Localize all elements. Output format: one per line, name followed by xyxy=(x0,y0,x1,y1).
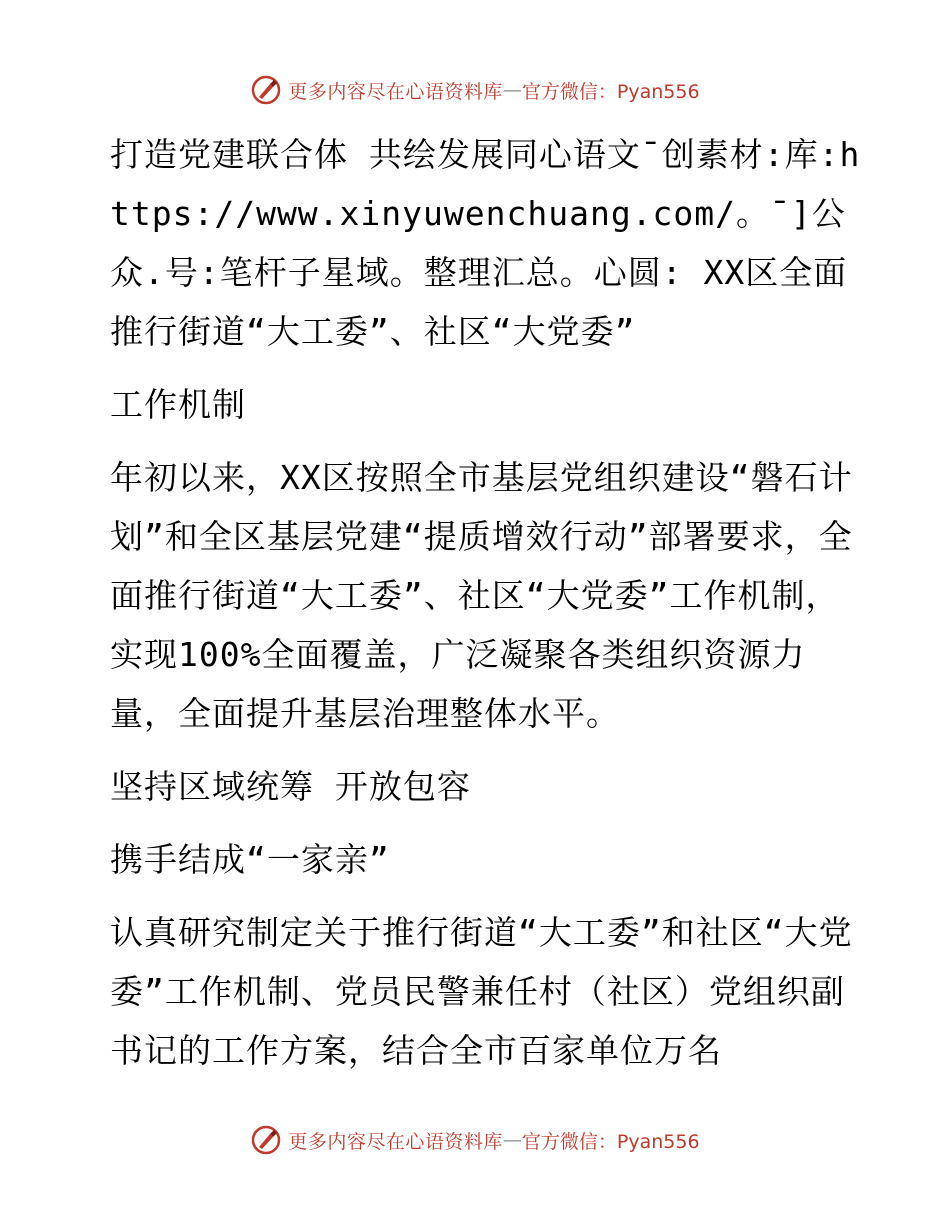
banner-separator: — xyxy=(502,79,522,101)
pen-logo-icon xyxy=(250,1124,282,1156)
document-body xyxy=(98,125,868,1094)
paragraph-title: 打造党建联合体 共绘发展同心语文¯创素材:库:https://www.xinyuwenchuang.com/。¯]公众.号:笔杆子星域。整理汇总。心圆: XX区全面推行街道“大工委”、社区“大党委” xyxy=(110,135,861,351)
paragraph-intro: 年初以来，XX区按照全市基层党组织建设“磐石计划”和全区基层党建“提质增效行动”部署要求，全面推行街道“大工委”、社区“大党委”工作机制，实现100%全面覆盖，广泛凝聚各类组织资源力量，全面提升基层治理整体水平。 xyxy=(110,458,853,733)
banner-wechat: 官方微信：Pyan556 xyxy=(521,1130,700,1153)
pen-logo-icon xyxy=(250,74,282,106)
banner-separator: — xyxy=(502,1129,522,1151)
footer-watermark-banner xyxy=(0,1120,950,1160)
section-heading: 坚持区域统筹 开放包容 xyxy=(110,767,471,806)
banner-text: 更多内容尽在心语资料库 xyxy=(288,80,503,103)
header-watermark-banner xyxy=(0,70,950,110)
paragraph-subtitle: 工作机制 xyxy=(110,385,246,424)
section-subheading: 携手结成“一家亲” xyxy=(110,840,390,879)
paragraph-body: 认真研究制定关于推行街道“大工委”和社区“大党委”工作机制、党员民警兼任村（社区）党组织副书记的工作方案，结合全市百家单位万名 xyxy=(110,913,853,1070)
banner-wechat: 官方微信：Pyan556 xyxy=(521,80,700,103)
banner-text: 更多内容尽在心语资料库 xyxy=(288,1130,503,1153)
